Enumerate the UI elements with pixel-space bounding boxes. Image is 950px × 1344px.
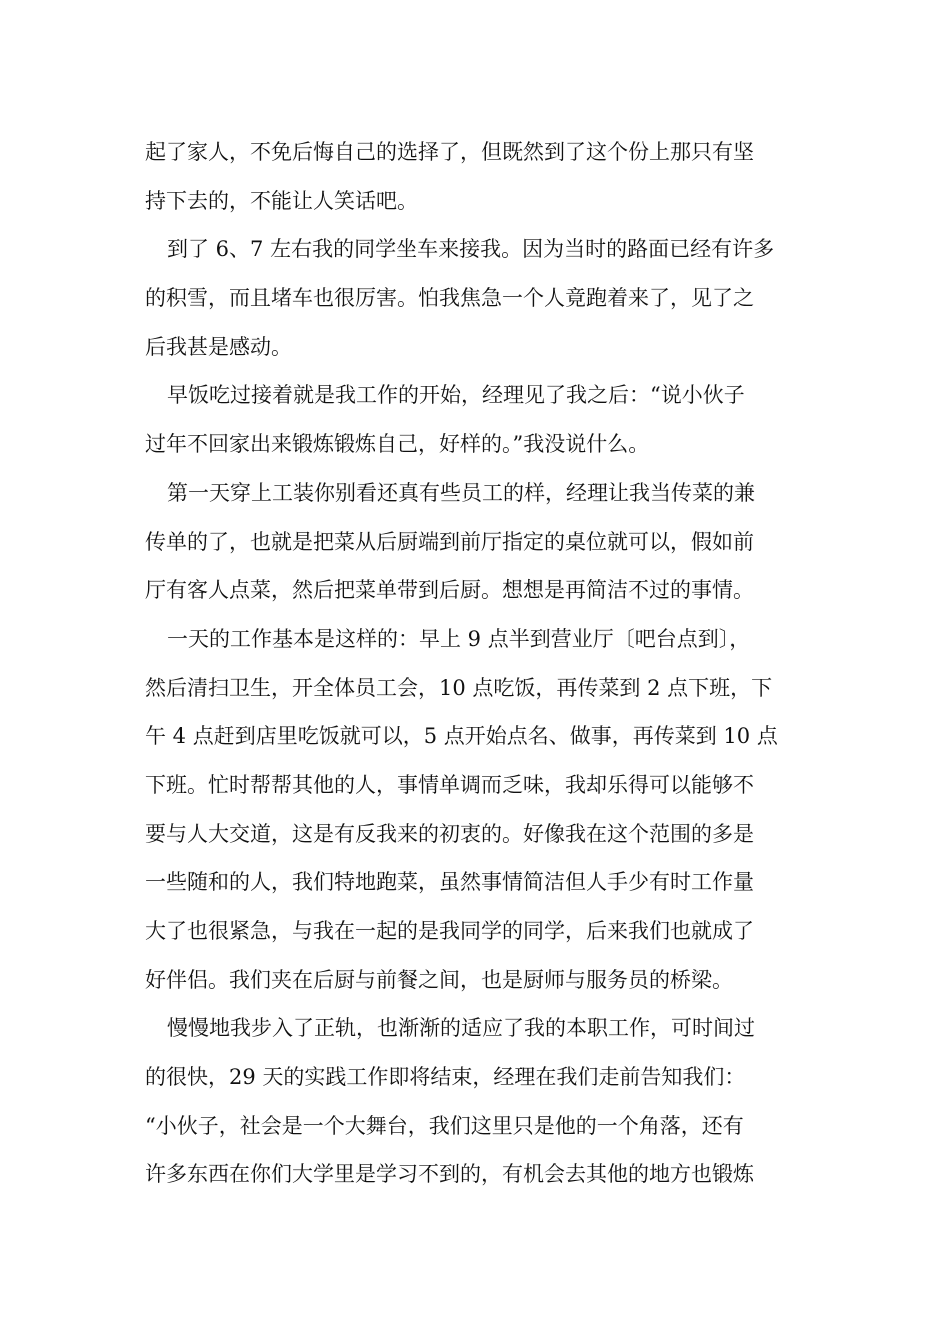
text-line: “小伙子，社会是一个大舞台，我们这里只是他的一个角落，还有 [145,1113,744,1138]
text-line: 第一天穿上工装你别看还真有些员工的样，经理让我当传菜的兼 [167,480,755,505]
text-line: 大了也很紧急，与我在一起的是我同学的同学，后来我们也就成了 [145,919,754,943]
text-line: 许多东西在你们大学里是学习不到的，有机会去其他的地方也锻炼 [145,1162,754,1187]
text-line: 好伴侣。我们夹在后厨与前餐之间，也是厨师与服务员的桥梁。 [145,967,733,992]
text-line: 持下去的，不能让人笑话吧。 [145,188,418,213]
body-text [145,128,810,1199]
text-line: 到了 6、7 左右我的同学坐车来接我。因为当时的路面已经有许多 [167,237,775,262]
text-line: 然后清扫卫生，开全体员工会，10 点吃饭，再传菜到 2 点下班，下 [145,675,773,700]
text-line: 厅有客人点菜，然后把菜单带到后厨。想想是再简洁不过的事情。 [145,578,754,603]
text-line: 慢慢地我步入了正轨，也渐渐的适应了我的本职工作，可时间过 [167,1016,755,1041]
text-line: 后我甚是感动。 [145,334,292,359]
text-line: 的积雪，而且堵车也很厉害。怕我焦急一个人竟跑着来了，见了之 [145,286,754,311]
text-line: 早饭吃过接着就是我工作的开始，经理见了我之后：“说小伙子 [167,383,745,408]
text-line: 要与人大交道，这是有反我来的初衷的。好像我在这个范围的多是 [145,821,754,846]
text-line: 过年不回家出来锻炼锻炼自己，好样的。”我没说什么。 [145,432,650,457]
text-line: 起了家人，不免后悔自己的选择了，但既然到了这个份上那只有坚 [145,140,754,164]
text-line: 下班。忙时帮帮其他的人，事情单调而乏味，我却乐得可以能够不 [145,772,754,797]
text-line: 一天的工作基本是这样的：早上 9 点半到营业厅〔吧台点到〕， [167,626,751,651]
text-line: 午 4 点赶到店里吃饭就可以，5 点开始点名、做事，再传菜到 10 点 [145,724,778,749]
text-line: 传单的了，也就是把菜从后厨端到前厅指定的桌位就可以，假如前 [145,529,754,554]
text-line: 的很快，29 天的实践工作即将结束，经理在我们走前告知我们： [145,1065,746,1090]
text-line: 一些随和的人，我们特地跑菜，虽然事情简洁但人手少有时工作量 [145,870,754,895]
